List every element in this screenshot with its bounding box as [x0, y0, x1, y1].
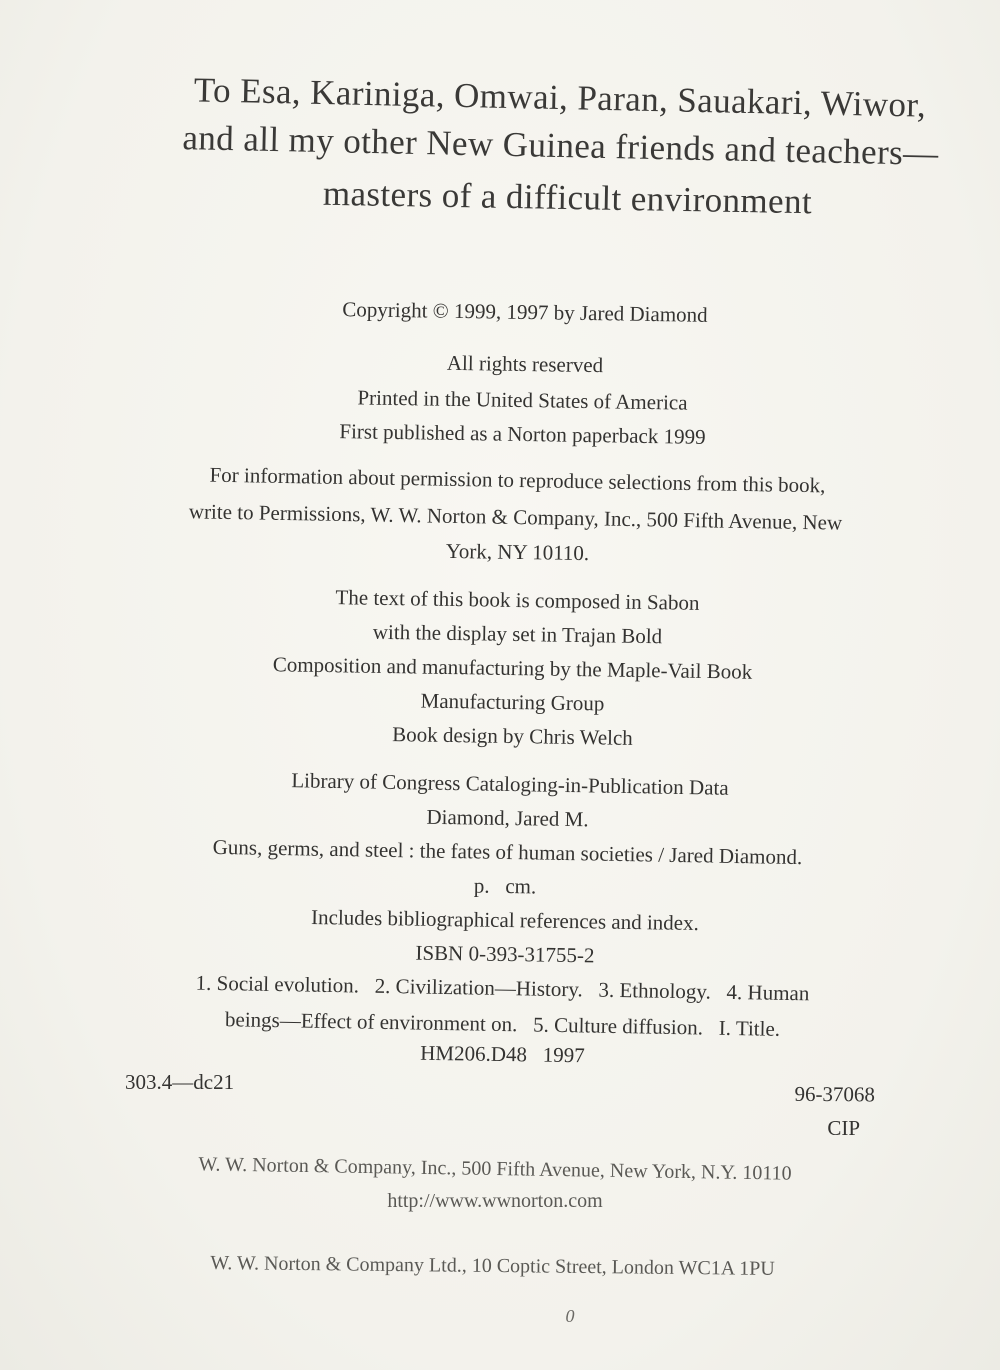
- cip-lccn: 96-37068: [794, 1081, 876, 1107]
- dedication-line-2: and all my other New Guinea friends and teachers—: [182, 118, 939, 173]
- printed-in: Printed in the United States of America: [357, 385, 688, 415]
- publisher-london: W. W. Norton & Company Ltd., 10 Coptic Street, London WC1A 1PU: [210, 1252, 775, 1280]
- production-line-3: Composition and manufacturing by the Maple-Vail Book: [272, 652, 753, 684]
- cip-dewey: 303.4—dc21: [125, 1070, 235, 1094]
- permissions-line-2: write to Permissions, W. W. Norton & Company, Inc., 500 Fifth Avenue, New: [188, 499, 843, 535]
- cip-heading: Library of Congress Cataloging-in-Publication Data: [291, 768, 729, 800]
- first-published: First published as a Norton paperback 1999: [339, 419, 706, 449]
- cip-author: Diamond, Jared M.: [426, 804, 589, 832]
- cip-subjects-line-2: beings—Effect of environment on. 5. Culture diffusion. I. Title.: [224, 1007, 781, 1041]
- page-number: 0: [565, 1306, 575, 1326]
- publisher-address: W. W. Norton & Company, Inc., 500 Fifth Avenue, New York, N.Y. 10110: [198, 1153, 792, 1185]
- production-line-2: with the display set in Trajan Bold: [372, 619, 663, 649]
- permissions-line-3: York, NY 10110.: [445, 538, 590, 566]
- cip-title: Guns, germs, and steel : the fates of human societies / Jared Diamond.: [212, 834, 803, 870]
- dedication-line-1: To Esa, Kariniga, Omwai, Paran, Sauakari, Wiwor,: [193, 70, 927, 125]
- cip-pcm: p. cm.: [473, 873, 537, 899]
- publisher-url: http://www.wwnorton.com: [387, 1190, 603, 1212]
- cip-call-number: HM206.D48 1997: [420, 1040, 585, 1068]
- cip-includes: Includes bibliographical references and index.: [310, 904, 700, 936]
- rights-reserved: All rights reserved: [446, 350, 604, 378]
- copyright-notice: Copyright © 1999, 1997 by Jared Diamond: [342, 297, 708, 327]
- production-line-5: Book design by Chris Welch: [392, 722, 633, 750]
- permissions-line-1: For information about permission to reproduce selections from this book,: [209, 462, 826, 498]
- cip-isbn: ISBN 0-393-31755-2: [415, 940, 595, 968]
- cip-label: CIP: [827, 1116, 860, 1140]
- production-line-4: Manufacturing Group: [420, 688, 605, 716]
- dedication-line-3: masters of a difficult environment: [322, 173, 813, 222]
- cip-subjects-line-1: 1. Social evolution. 2. Civilization—History. 3. Ethnology. 4. Human: [195, 970, 810, 1006]
- production-line-1: The text of this book is composed in Sabon: [335, 585, 700, 615]
